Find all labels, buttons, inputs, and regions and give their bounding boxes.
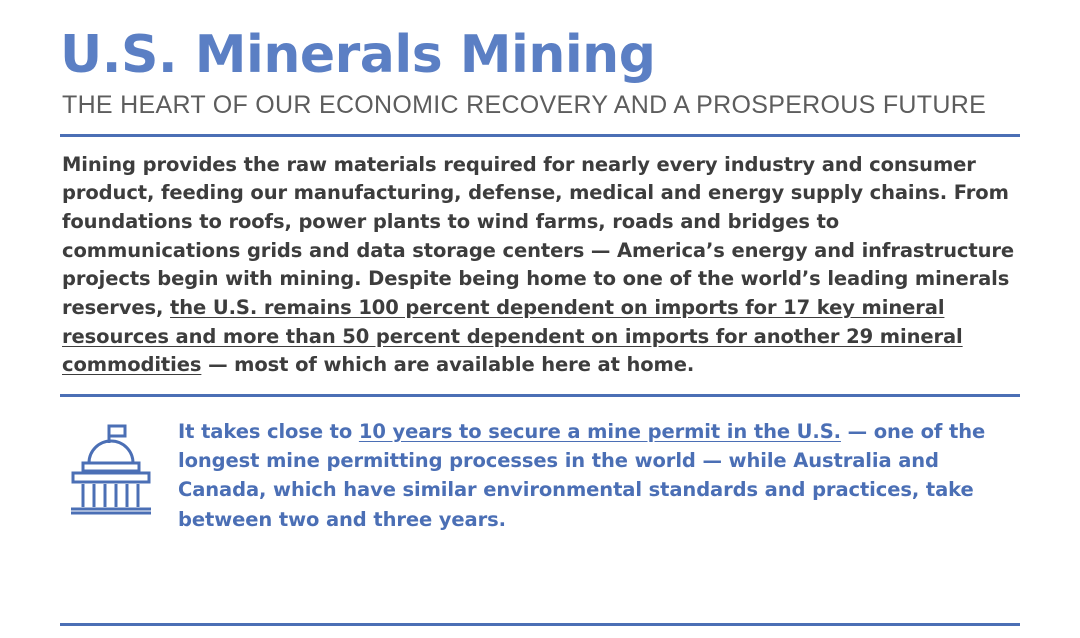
callout-text-emphasis: 10 years to secure a mine permit in the U.S. xyxy=(358,419,841,443)
body-paragraph-part1: Mining provides the raw materials required for nearly every industry and consumer product, feeding our manufacturing, defense, medical and energy supply chains. From foundations to roofs, power plants to wind farms, roads and bridges to communications grids and data storage centers — America’s energy and infrastructure projects begin with mining. Despite being home to one of the world’s leading minerals reserves, xyxy=(62,152,1015,319)
page-title: U.S. Minerals Mining xyxy=(60,25,656,85)
callout-text-part2: — one of the longest mine permitting processes in the world — while Australia and Canada, which have similar environmental standards and practices, take between two and three years. xyxy=(178,419,986,531)
divider-bottom xyxy=(60,623,1020,626)
divider-middle xyxy=(60,394,1020,397)
callout-block xyxy=(60,415,1020,534)
callout-text-part1: It takes close to xyxy=(178,419,359,443)
body-paragraph-part2: — most of which are available here at home. xyxy=(201,353,695,377)
capitol-building-icon xyxy=(60,415,178,515)
divider-top xyxy=(60,134,1020,137)
page-subtitle: THE HEART OF OUR ECONOMIC RECOVERY AND A PROSPEROUS FUTURE xyxy=(62,90,987,119)
body-paragraph-emphasis: the U.S. remains 100 percent dependent on imports for 17 key mineral resources and more than 50 percent dependent on imports for another 29 mineral commodities xyxy=(62,295,963,377)
callout-text xyxy=(178,415,1020,534)
body-paragraph xyxy=(62,151,1020,380)
